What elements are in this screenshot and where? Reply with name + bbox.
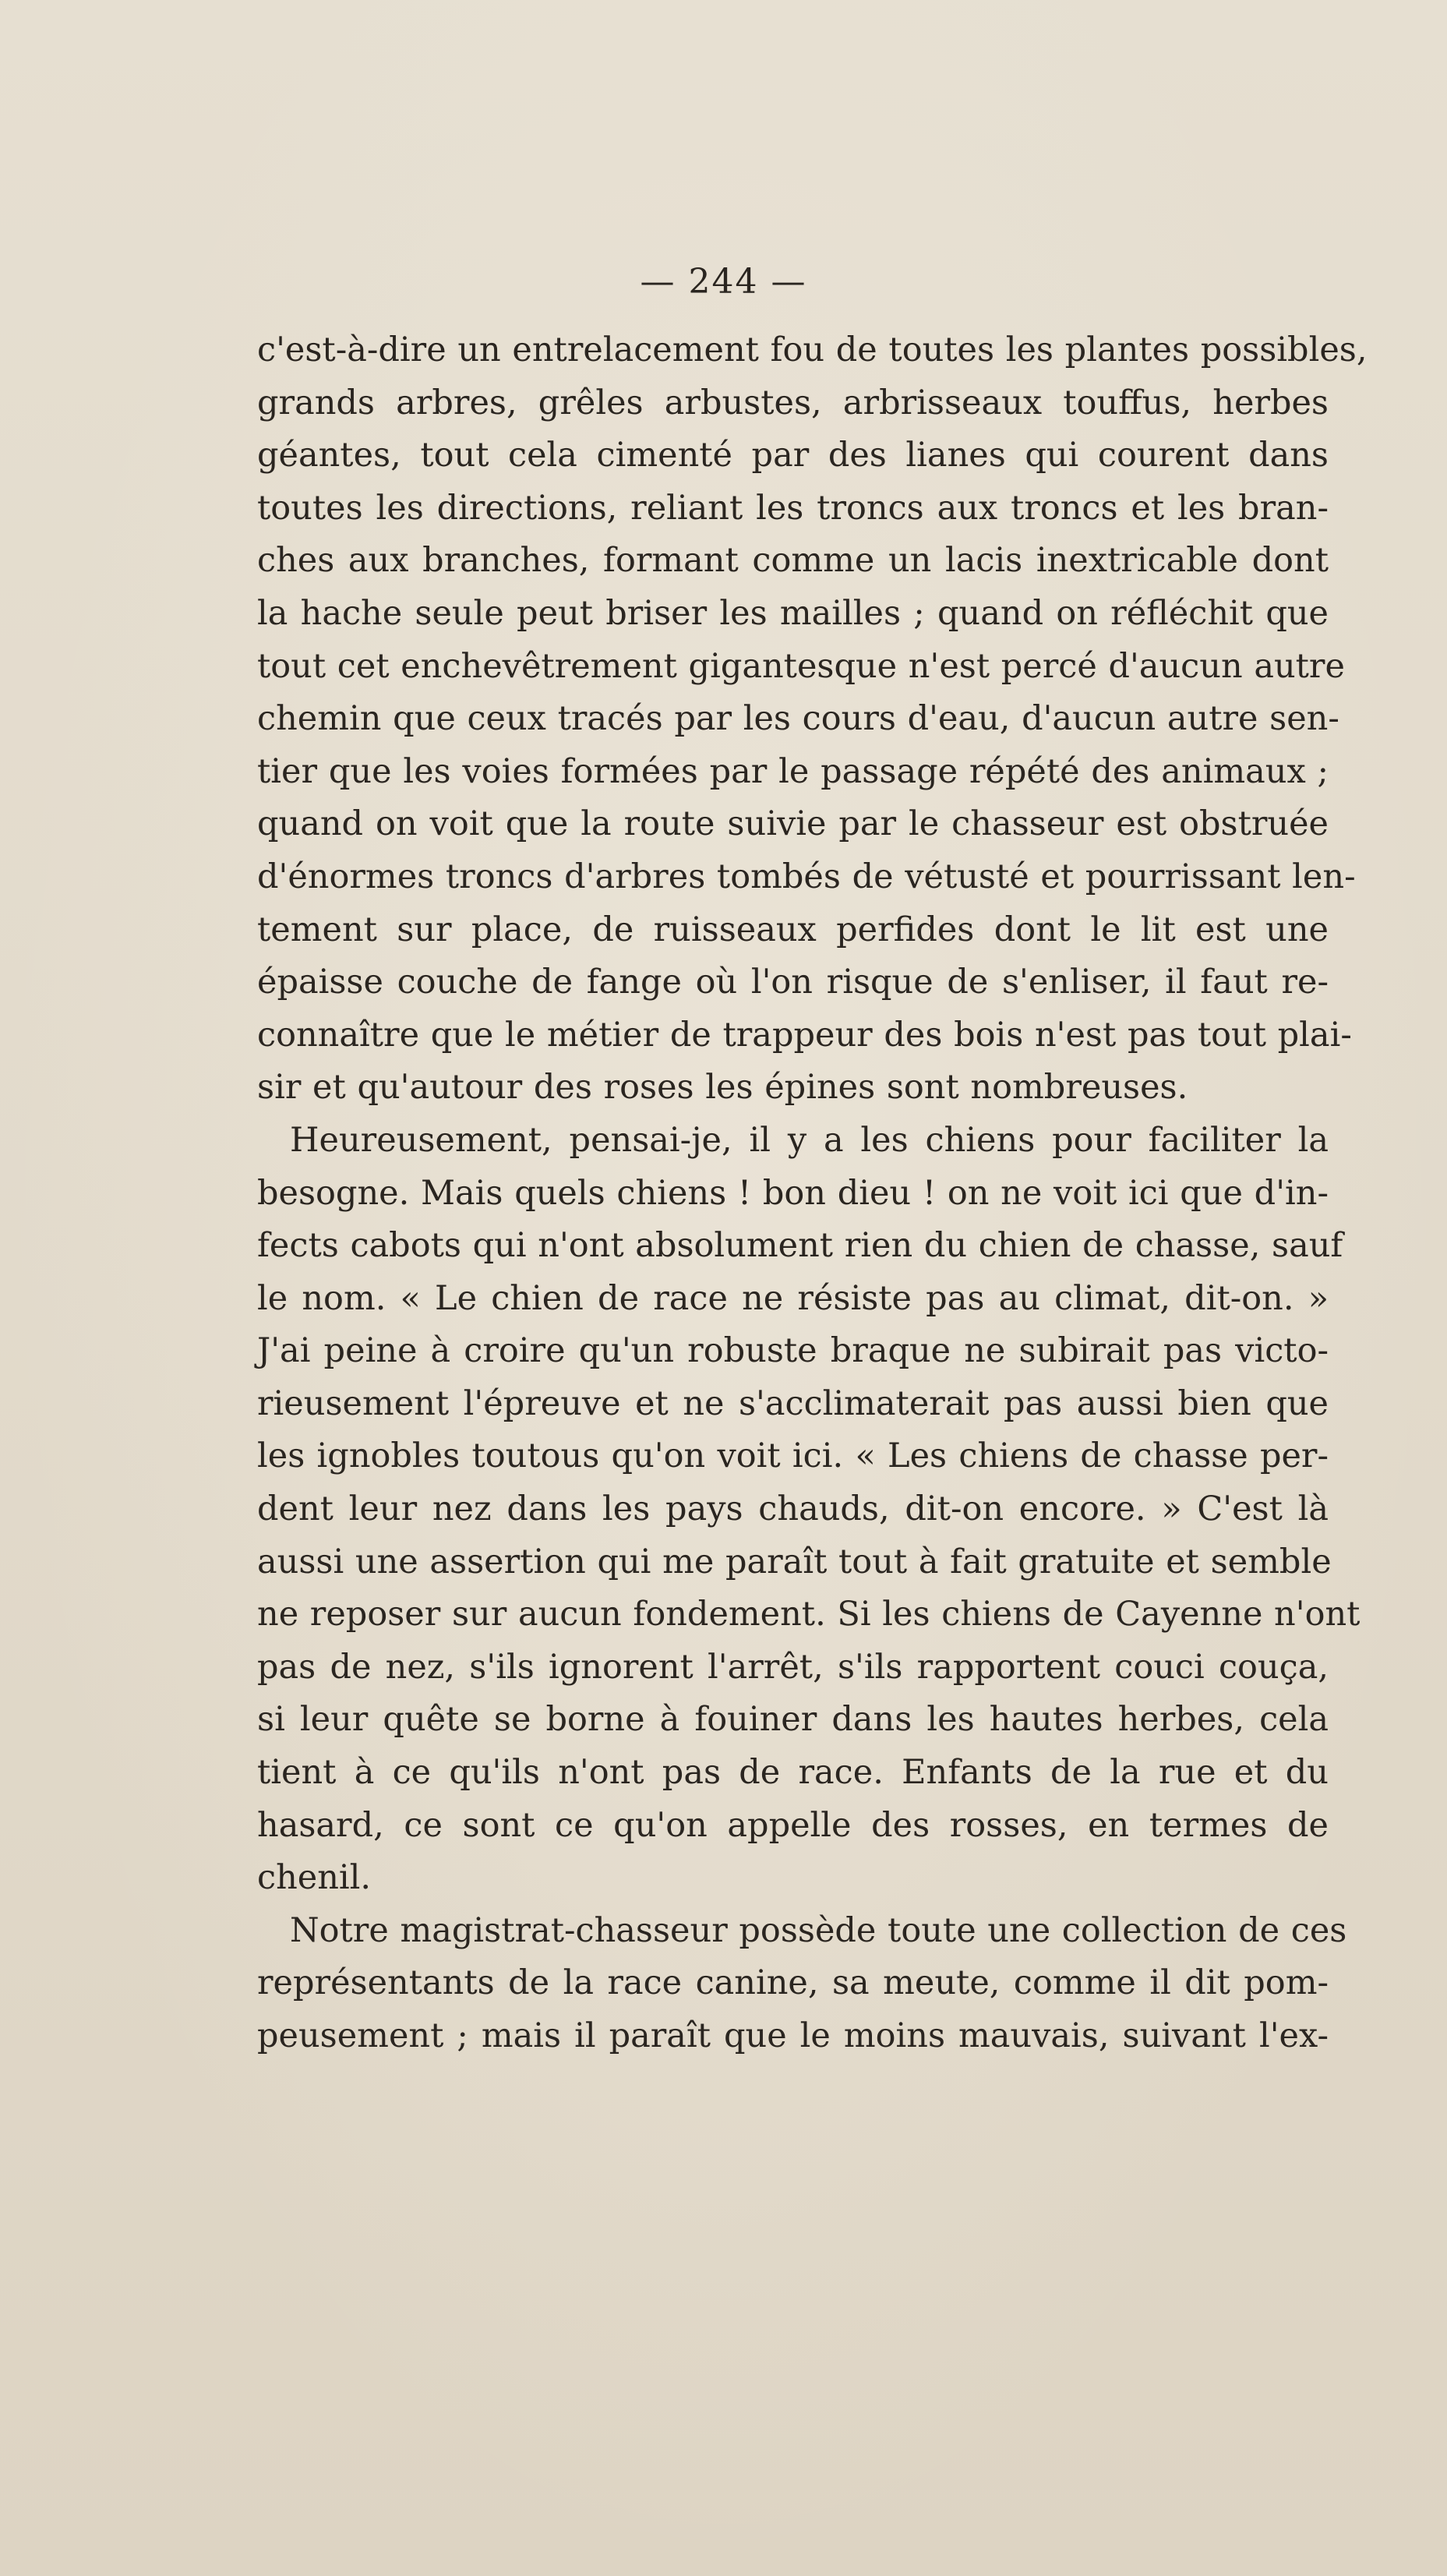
text-line: si leur quête se borne à fouiner dans les hautes herbes, cela xyxy=(257,1700,1329,1740)
text-line: ches aux branches, formant comme un lacis inextricable dont xyxy=(257,541,1329,581)
text-line: épaisse couche de fange où l'on risque de s'enliser, il faut re- xyxy=(257,963,1329,1002)
paragraph-2 xyxy=(257,1115,1361,1905)
text-line: chemin que ceux tracés par les cours d'eau, d'aucun autre sen- xyxy=(257,699,1339,739)
text-line: dent leur nez dans les pays chauds, dit-on encore. » C'est là xyxy=(257,1489,1329,1529)
text-line: pas de nez, s'ils ignorent l'arrêt, s'ils rapportent couci couça, xyxy=(257,1647,1329,1687)
text-line: ne reposer sur aucun fondement. Si les chiens de Cayenne n'ont xyxy=(257,1595,1361,1634)
text-line: aussi une assertion qui me paraît tout à fait gratuite et semble xyxy=(257,1542,1332,1581)
text-line: connaître que le métier de trappeur des bois n'est pas tout plai- xyxy=(257,1015,1352,1055)
text-line: la hache seule peut briser les mailles ; quand on réfléchit que xyxy=(257,593,1329,633)
body-text xyxy=(257,324,1368,2063)
text-line: tient à ce qu'ils n'ont pas de race. Enfants de la rue et du xyxy=(257,1753,1329,1793)
paragraph-3 xyxy=(257,1905,1347,2063)
text-line: tement sur place, de ruisseaux perfides dont le lit est une xyxy=(257,910,1329,949)
text-line: J'ai peine à croire qu'un robuste braque ne subirait pas victo- xyxy=(257,1331,1329,1371)
text-line: chenil. xyxy=(257,1858,372,1898)
text-line: Heureusement, pensai-je, il y a les chiens pour faciliter la xyxy=(290,1120,1329,1160)
text-line: Notre magistrat-chasseur possède toute une collection de ces xyxy=(290,1910,1347,1950)
text-line: besogne. Mais quels chiens ! bon dieu ! on ne voit ici que d'in- xyxy=(257,1173,1329,1213)
text-line: tier que les voies formées par le passage répété des animaux ; xyxy=(257,751,1329,791)
text-line: peusement ; mais il paraît que le moins mauvais, suivant l'ex- xyxy=(257,2016,1329,2055)
page-number: — 244 — xyxy=(640,262,807,302)
text-line: c'est-à-dire un entrelacement fou de toutes les plantes possibles, xyxy=(257,330,1368,369)
text-line: toutes les directions, reliant les troncs aux troncs et les bran- xyxy=(257,488,1329,528)
text-line: rieusement l'épreuve et ne s'acclimaterait pas aussi bien que xyxy=(257,1383,1329,1423)
text-line: tout cet enchevêtrement gigantesque n'est percé d'aucun autre xyxy=(257,646,1345,686)
text-line: fects cabots qui n'ont absolument rien du chien de chasse, sauf xyxy=(257,1226,1343,1266)
text-line: d'énormes troncs d'arbres tombés de vétusté et pourrissant len- xyxy=(257,857,1356,896)
text-line: grands arbres, grêles arbustes, arbrisseaux touffus, herbes xyxy=(257,383,1329,422)
text-line: représentants de la race canine, sa meute, comme il dit pom- xyxy=(257,1963,1329,2003)
text-line: le nom. « Le chien de race ne résiste pas au climat, dit-on. » xyxy=(257,1278,1329,1318)
text-line: les ignobles toutous qu'on voit ici. « Les chiens de chasse per- xyxy=(257,1436,1329,1476)
text-line: sir et qu'autour des roses les épines sont nombreuses. xyxy=(257,1068,1188,1108)
paragraph-1 xyxy=(257,324,1368,1115)
text-line: géantes, tout cela cimenté par des lianes qui courent dans xyxy=(257,436,1329,475)
text-line: quand on voit que la route suivie par le chasseur est obstruée xyxy=(257,804,1329,844)
text-line: hasard, ce sont ce qu'on appelle des rosses, en termes de xyxy=(257,1805,1329,1845)
